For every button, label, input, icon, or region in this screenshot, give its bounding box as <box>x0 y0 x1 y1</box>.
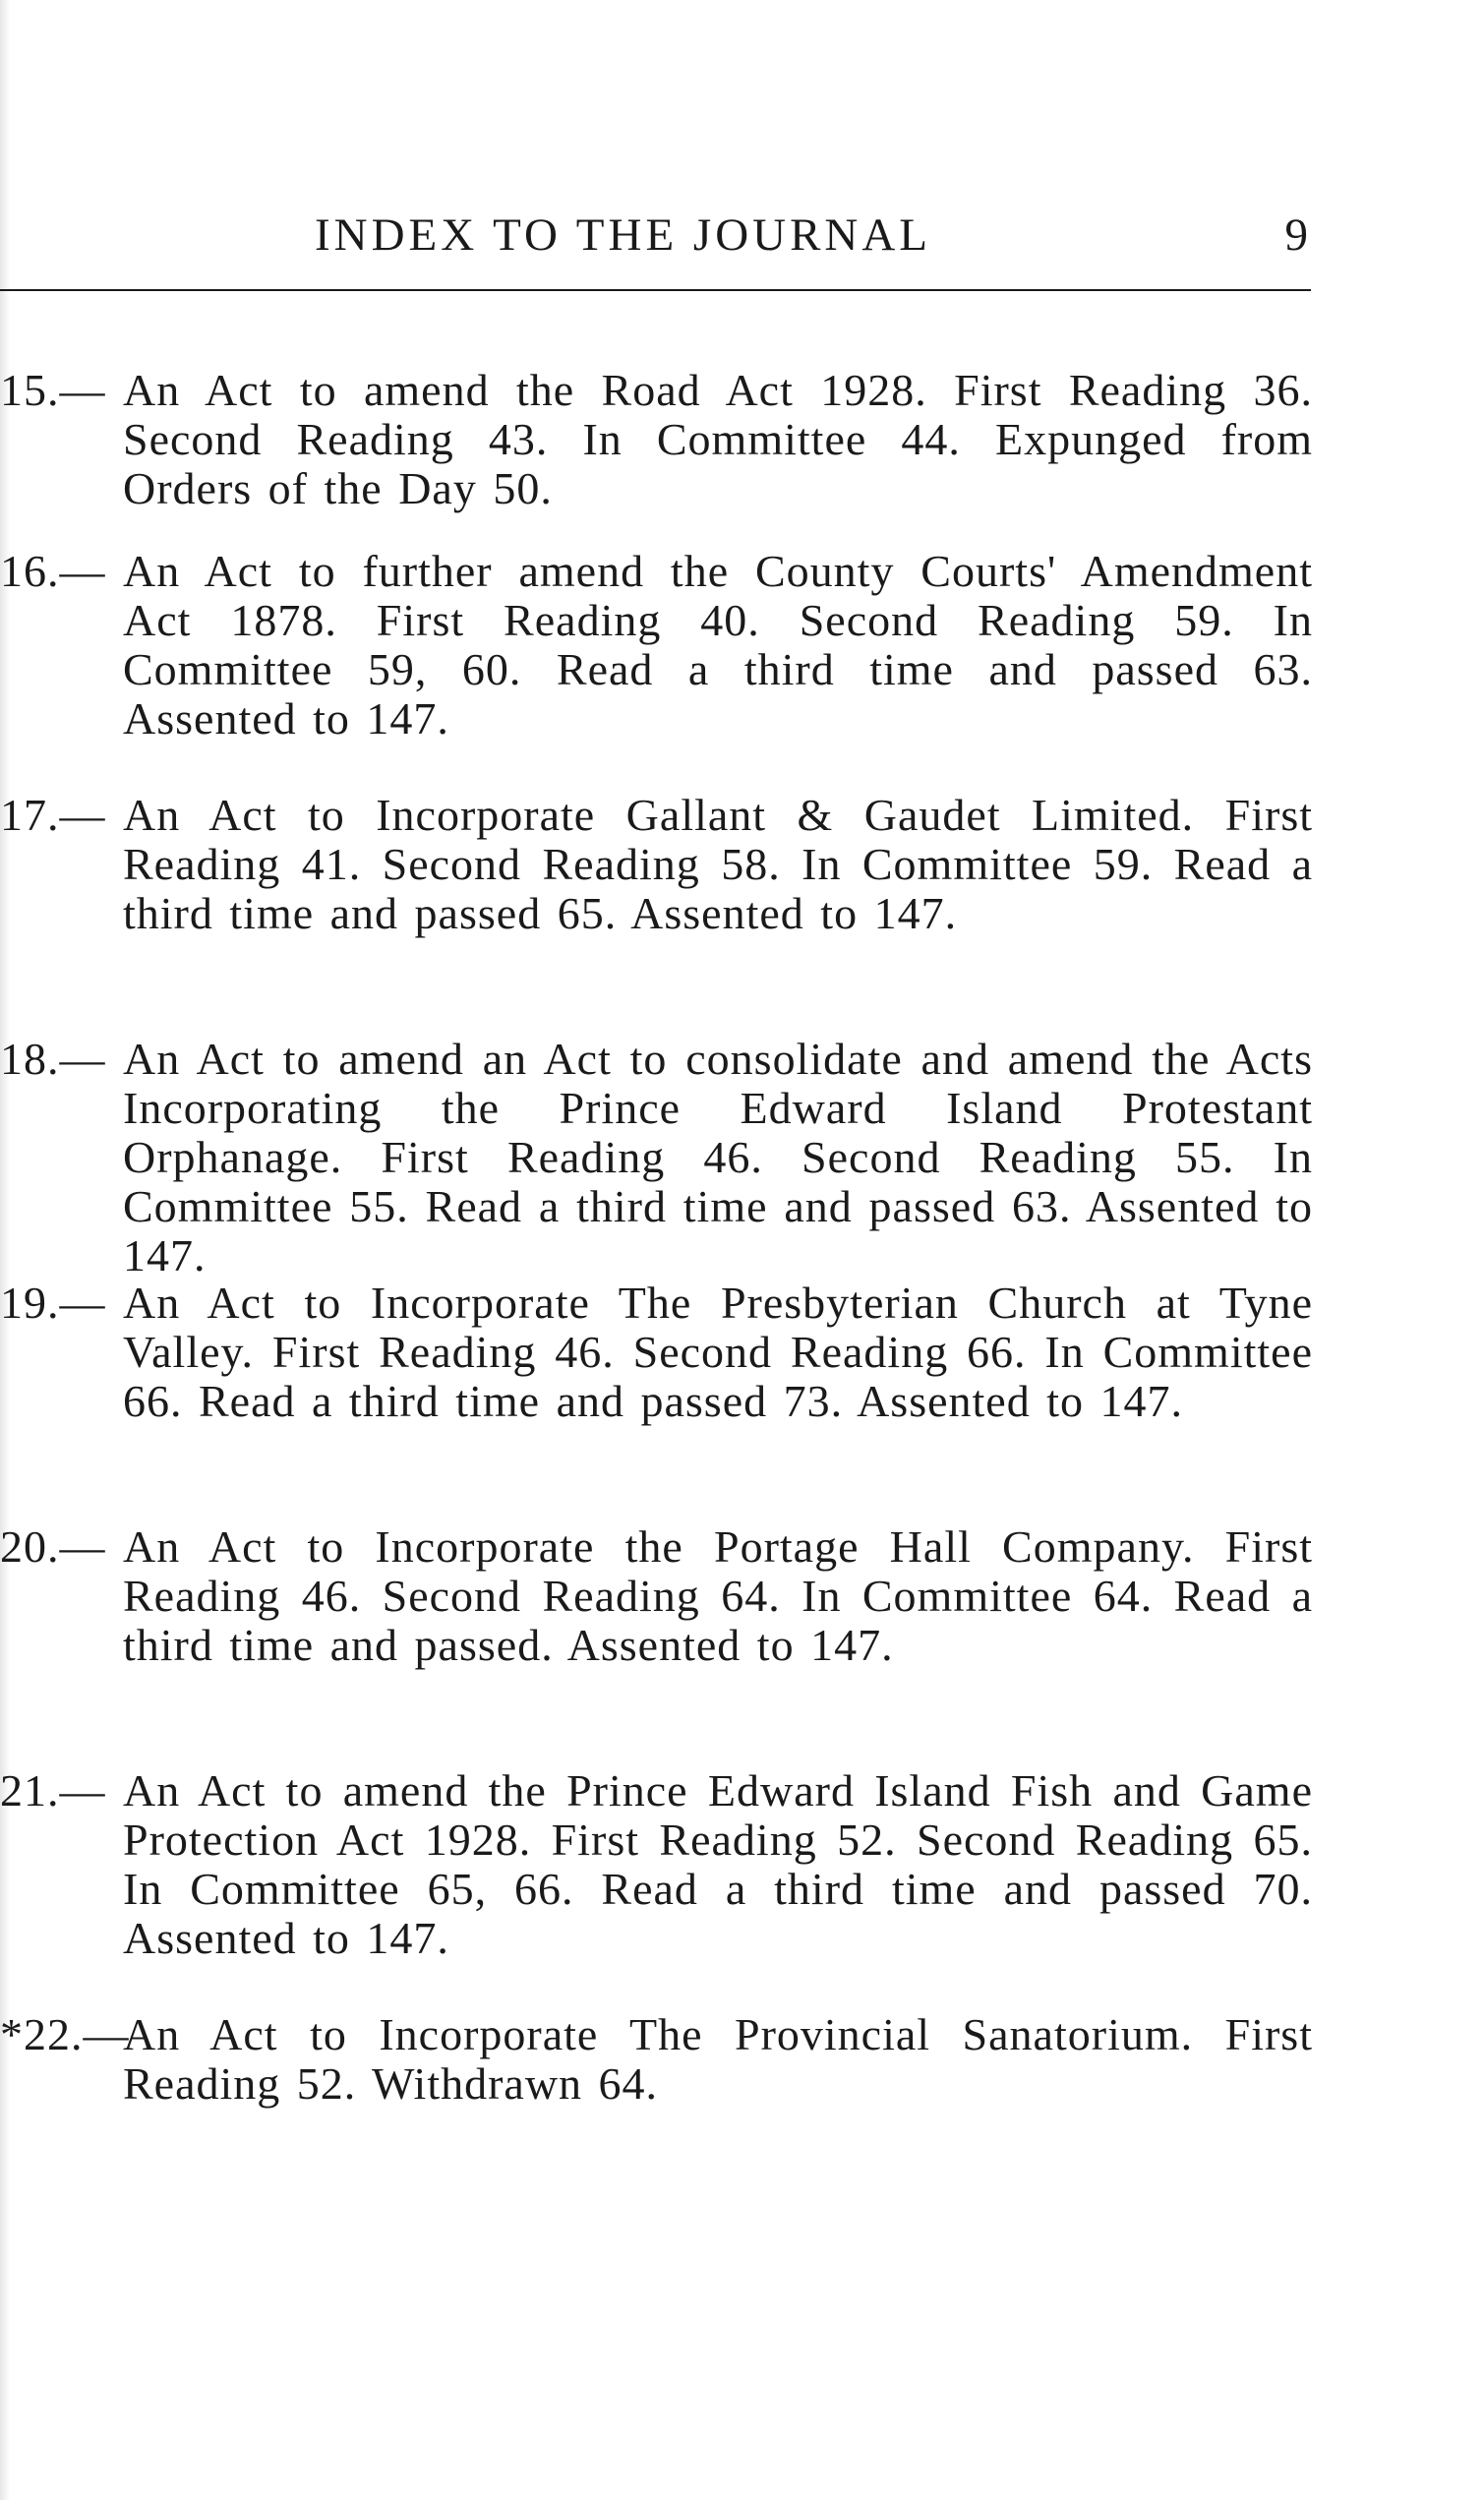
entry-text: An Act to further amend the County Courts' Amendment Act 1878. First Reading 40. Second Reading 59. In Committee 59, 60. Read a third time and passed 63. Assented to 147. <box>123 546 1313 744</box>
entry-number: 18.— <box>0 1034 106 1084</box>
running-head: INDEX TO THE JOURNAL <box>315 209 932 261</box>
entry-text: An Act to amend the Road Act 1928. First Reading 36. Second Reading 43. In Committee 44. Expunged from Orders of the Day 50. <box>123 365 1313 513</box>
entry-number: 17.— <box>0 790 106 840</box>
index-entry <box>0 1034 1318 1280</box>
entry-text: An Act to Incorporate The Presbyterian Church at Tyne Valley. First Reading 46. Second Reading 66. In Committee 66. Read a third time and passed 73. Assented to 147. <box>123 1278 1313 1426</box>
entry-number: 19.— <box>0 1278 106 1328</box>
page-number: 9 <box>1284 209 1308 261</box>
index-entry <box>0 1279 1318 1489</box>
index-entry <box>0 366 1318 513</box>
entry-text: An Act to Incorporate Gallant & Gaudet Limited. First Reading 41. Second Reading 58. In Committee 59. Read a third time and passed 65. Assented to 147. <box>123 790 1313 938</box>
entry-text: An Act to Incorporate the Portage Hall Company. First Reading 46. Second Reading 64. In Committee 64. Read a third time and passed. Assented to 147. <box>123 1521 1313 1670</box>
entry-number: 20.— <box>0 1521 106 1572</box>
page-header <box>0 208 1308 277</box>
entry-text: An Act to amend an Act to consolidate and amend the Acts Incorporating the Prince Edward Island Protestant Orphanage. First Reading 46. Second Reading 55. In Committee 55. Read a third time and passed 63. Assented to 147. <box>123 1034 1313 1280</box>
entry-number: 21.— <box>0 1765 106 1815</box>
index-entry <box>0 791 1318 1001</box>
entry-number: *22.— <box>0 2009 130 2059</box>
index-entry <box>0 2010 1318 2158</box>
entry-number: 16.— <box>0 546 106 596</box>
entry-number: 15.— <box>0 365 106 415</box>
entry-text: An Act to Incorporate The Provincial Sanatorium. First Reading 52. Withdrawn 64. <box>123 2009 1313 2109</box>
index-entry-list <box>0 366 1318 2191</box>
index-entry <box>0 1522 1318 1733</box>
header-rule <box>0 289 1311 291</box>
entry-text: An Act to amend the Prince Edward Island Fish and Game Protection Act 1928. First Reading 52. Second Reading 65. In Committee 65, 66. Read a third time and passed 70. Assented to 147. <box>123 1765 1313 1963</box>
index-entry <box>0 1766 1318 1977</box>
index-entry <box>0 547 1318 757</box>
